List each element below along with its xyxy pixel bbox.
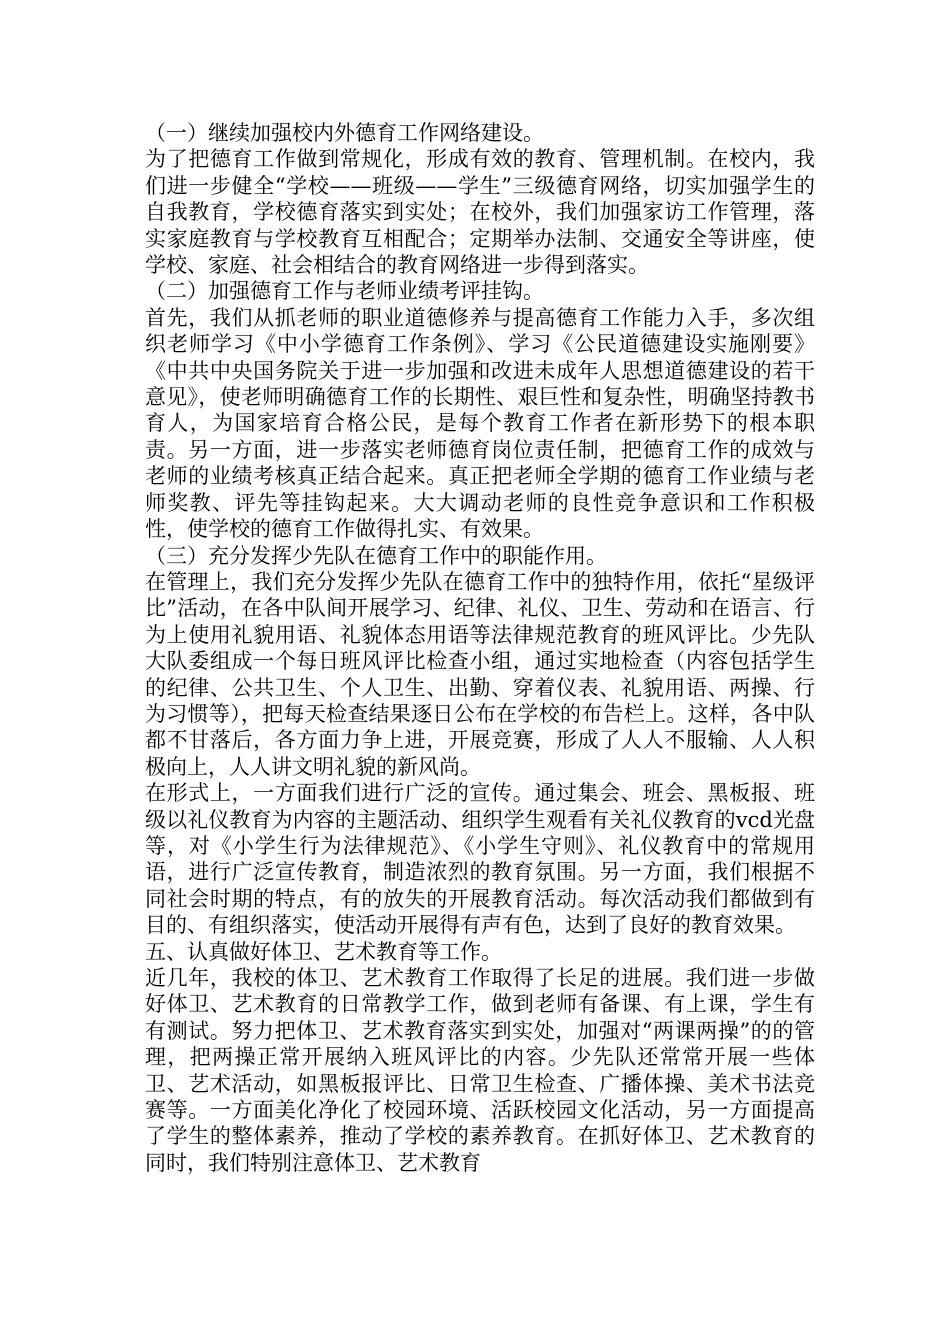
subheading-network: （一）继续加强校内外德育工作网络建设。 (145, 121, 544, 145)
document-page (145, 120, 815, 1176)
subheading-teacher-evaluation: （二）加强德育工作与老师业绩考评挂钩。 (145, 279, 544, 304)
subheading-young-pioneers: （三）充分发挥少先队在德育工作中的职能作用。 (145, 543, 607, 568)
paragraph-network: 为了把德育工作做到常规化，形成有效的教育、管理机制。在校内，我们进一步健全“学校——班级——学生”三级德育网络，切实加强学生的自我教育，学校德育落实到实处；在校外，我们加强家访工作管理，落实家庭教育与学校教育互相配合；定期举办法制、交通安全等讲座，使学校、家庭、社会相结合的教育网络进一步得到落实。 (145, 147, 815, 278)
paragraph-teacher-evaluation: 首先，我们从抓老师的职业道德修养与提高德育工作能力入手，多次组织老师学习《中小学德育工作条例》、学习《公民道德建设实施刚要》《中共中央国务院关于进一步加强和改进未成年人思想道德建设的若干意见》，使老师明确德育工作的长期性、艰巨性和复杂性，明确坚持教书育人，为国家培育合格公民，是每个教育工作者在新形势下的根本职责。另一方面，进一步落实老师德育岗位责任制，把德育工作的成效与老师的业绩考核真正结合起来。真正把老师全学期的德育工作业绩与老师奖教、评先等挂钩起来。大大调动老师的良性竞争意识和工作积极性，使学校的德育工作做得扎实、有效果。 (145, 305, 815, 542)
section-heading-sports-arts: 五、认真做好体卫、艺术教育等工作。 (145, 939, 502, 964)
paragraph-management: 在管理上，我们充分发挥少先队在德育工作中的独特作用，依托“星级评比”活动，在各中队间开展学习、纪律、礼仪、卫生、劳动和在语言、行为上使用礼貌用语、礼貌体态用语等法律规范教育的班风评比。少先队大队委组成一个每日班风评比检查小组，通过实地检查（内容包括学生的纪律、公共卫生、个人卫生、出勤、穿着仪表、礼貌用语、两操、行为习惯等），把每天检查结果逐日公布在学校的布告栏上。这样，各中队都不甘落后，各方面力争上进，开展竞赛，形成了人人不服输、人人积极向上，人人讲文明礼貌的新风尚。 (145, 569, 815, 779)
paragraph-sports-arts: 近几年，我校的体卫、艺术教育工作取得了长足的进展。我们进一步做好体卫、艺术教育的日常教学工作，做到老师有备课、有上课，学生有有测试。努力把体卫、艺术教育落实到实处，加强对“两课两操”的的管理，把两操正常开展纳入班风评比的内容。少先队还常常开展一些体卫、艺术活动，如黑板报评比、日常卫生检查、广播体操、美术书法竞赛等。一方面美化净化了校园环境、活跃校园文化活动，另一方面提高了学生的整体素养，推动了学校的素养教育。在抓好体卫、艺术教育的同时，我们特别注意体卫、艺术教育 (145, 966, 815, 1175)
paragraph-form: 在形式上，一方面我们进行广泛的宣传。通过集会、班会、黑板报、班级以礼仪教育为内容的主题活动、组织学生观看有关礼仪教育的vcd光盘等，对《小学生行为法律规范》、《小学生守则》、礼仪教育中的常规用语，进行广泛宣传教育，制造浓烈的教育氛围。另一方面，我们根据不同社会时期的特点，有的放失的开展教育活动。每次活动我们都做到有目的、有组织落实，使活动开展得有声有色，达到了良好的教育效果。 (145, 781, 815, 938)
